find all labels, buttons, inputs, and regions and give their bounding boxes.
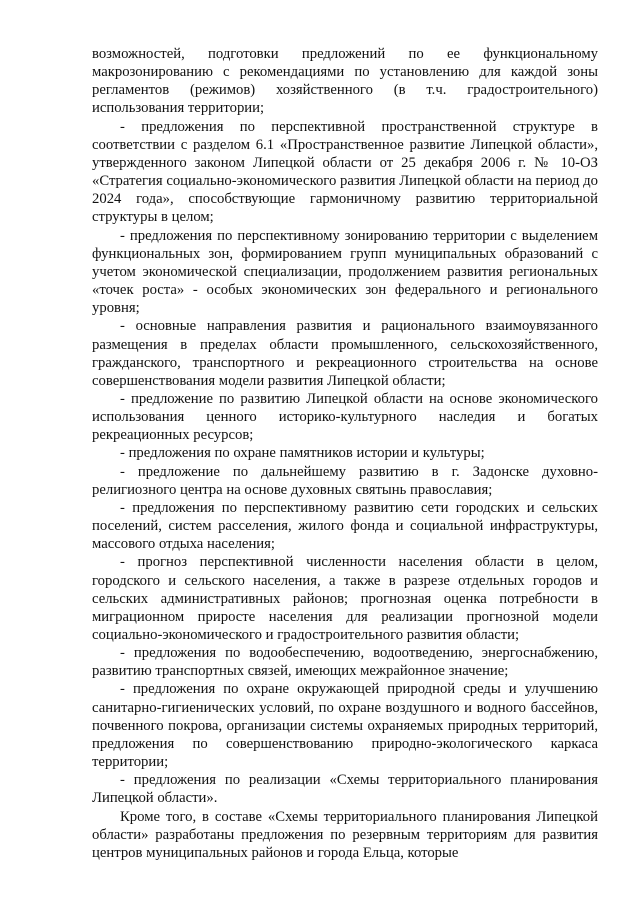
list-item: - прогноз перспективной численности населения области в целом, городского и сельского населения, а также в разрезе отдельных городов и сельских административных районов; прогнозная оценка потребности в миграционном приросте населения для реализации прогнозной модели социально-экономического и градостроительного развития области; [92,554,598,643]
list-item: - предложение по дальнейшему развитию в г. Задонске духовно-религиозного центра на основе духовных святынь православия; [92,463,598,498]
paragraph: возможностей, подготовки предложений по ее функциональному макрозонированию с рекомендациями по установлению для каждой зоны регламентов (режимов) хозяйственного (в т.ч. градостроительного) использования территории; [92,46,598,117]
list-item: - предложения по охране памятников истории и культуры; [120,445,485,462]
list-item: - предложения по реализации «Схемы территориального планирования Липецкой области». [92,772,598,807]
paragraph: Кроме того, в составе «Схемы территориального планирования Липецкой области» разработаны предложения по резервным территориям для развития центров муниципальных районов и города Ельца, которые [92,808,598,861]
list-item: - предложения по перспективной пространственной структуре в соответствии с разделом 6.1 «Пространственное развитие Липецкой области», утвержденного законом Липецкой области от 25 декабря 2006 г. № 10-ОЗ «Стратегия социально-экономического развития Липецкой области на период до 2024 года», способствующие гармоничному развитию территориальной структуры в целом; [92,118,598,226]
list-item: - предложение по развитию Липецкой области на основе экономического использования ценного историко-культурного наследия и богатых рекреационных ресурсов; [92,390,598,444]
list-item: - предложения по перспективному развитию сети городских и сельских поселений, систем расселения, жилого фонда и социальной инфраструктуры, массового отдыха населения; [92,499,598,553]
list-item: - предложения по охране окружающей природной среды и улучшению санитарно-гигиенических условий, по охране воздушного и водного бассейнов, почвенного покрова, организации системы охраняемых природных территорий, предложения по совершенствованию природно-экологического каркаса территории; [92,681,598,771]
list-item: - предложения по водообеспечению, водоотведению, энергоснабжению, развитию транспортных связей, имеющих межрайонное значение; [92,645,598,680]
list-item: - основные направления развития и рационального взаимоувязанного размещения в пределах области промышленного, сельскохозяйственного, гражданского, транспортного и рекреационного строительства на основе совершенствования модели развития Липецкой области; [92,318,598,389]
list-item: - предложения по перспективному зонированию территории с выделением функциональных зон, формированием групп муниципальных образований с учетом экономической специализации, продолжением развития региональных «точек роста» - особых экономических зон федерального и регионального уровня; [92,227,598,317]
